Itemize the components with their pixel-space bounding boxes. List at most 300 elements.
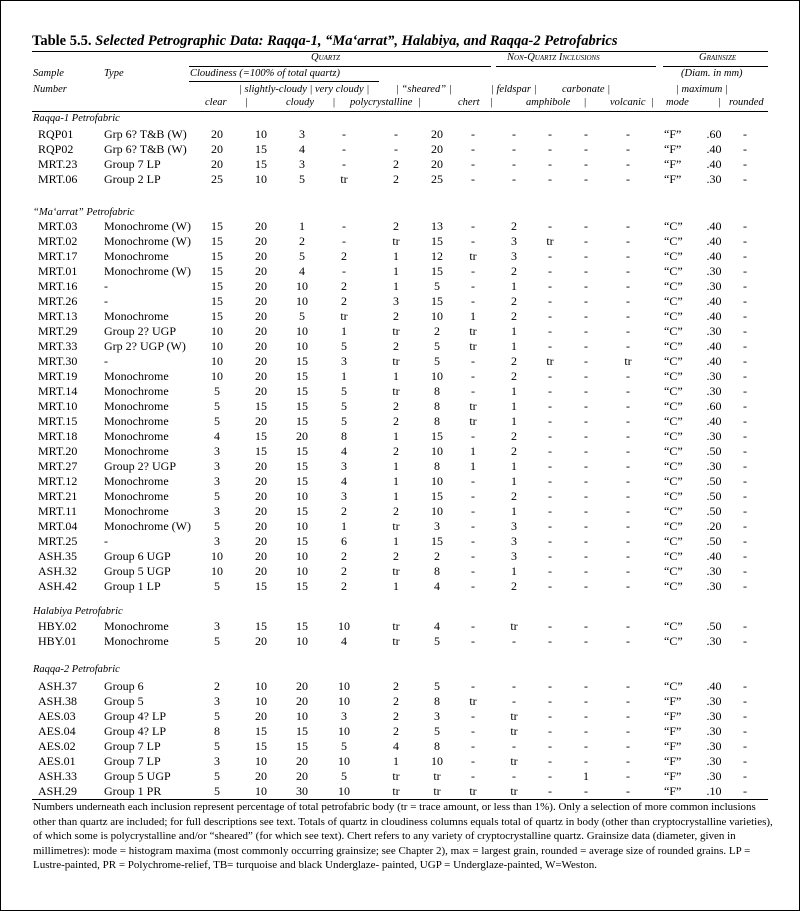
table-row	[0, 309, 800, 323]
cell-cloudy: 10	[296, 564, 308, 578]
cell-volcanic: -	[626, 519, 630, 533]
cell-type: Monochrome (W)	[104, 519, 191, 533]
group-heading: Raqqa-2 Petrofabric	[33, 664, 120, 675]
table-title	[32, 33, 618, 50]
cell-sample-number: ASH.35	[38, 549, 78, 563]
header-feldspar: | feldspar |	[491, 84, 537, 95]
cell-chert: -	[471, 579, 475, 593]
cell-sheared: 10	[431, 369, 443, 383]
table-row	[0, 474, 800, 488]
table-row	[0, 142, 800, 156]
cell-carbonate: -	[584, 504, 588, 518]
cell-maximum: .50	[706, 534, 722, 548]
cell-amphibole: tr	[546, 234, 554, 248]
cell-chert: -	[471, 354, 475, 368]
cell-clear: 5	[214, 399, 220, 413]
cell-amphibole: -	[548, 504, 552, 518]
cell-sample-number: HBY.02	[38, 619, 77, 633]
cell-sheared: 15	[431, 264, 443, 278]
cell-slightly-cloudy: 15	[255, 619, 267, 633]
cell-maximum: .30	[706, 579, 722, 593]
cell-chert: -	[471, 369, 475, 383]
cell-feldspar: 1	[511, 324, 517, 338]
cell-cloudy: 10	[296, 549, 308, 563]
cell-maximum: .50	[706, 444, 722, 458]
cell-sample-number: AES.04	[38, 724, 76, 738]
cell-amphibole: -	[548, 784, 552, 798]
cell-chert: tr	[469, 324, 477, 338]
cell-rounded: -	[743, 679, 747, 693]
cell-polycrystalline: 1	[393, 754, 399, 768]
cell-clear: 5	[214, 489, 220, 503]
cell-rounded: -	[743, 519, 747, 533]
table-row	[0, 429, 800, 443]
cell-very-cloudy: 10	[338, 754, 350, 768]
cell-volcanic: -	[626, 784, 630, 798]
cell-mode: “C”	[664, 444, 683, 458]
cell-cloudy: 5	[299, 309, 305, 323]
cell-sheared: 20	[431, 127, 443, 141]
cell-sheared: 8	[434, 384, 440, 398]
cell-slightly-cloudy: 20	[255, 309, 267, 323]
cell-rounded: -	[743, 739, 747, 753]
cell-clear: 5	[214, 384, 220, 398]
cell-chert: -	[471, 739, 475, 753]
cell-type: -	[104, 354, 108, 368]
cell-sheared: 20	[431, 157, 443, 171]
cell-slightly-cloudy: 15	[255, 399, 267, 413]
cell-sample-number: MRT.13	[38, 309, 78, 323]
cell-volcanic: -	[626, 739, 630, 753]
cell-polycrystalline: 1	[393, 534, 399, 548]
cell-very-cloudy: -	[342, 142, 346, 156]
cell-clear: 10	[211, 324, 223, 338]
cell-sheared: 10	[431, 309, 443, 323]
cell-cloudy: 15	[296, 444, 308, 458]
cell-carbonate: -	[584, 354, 588, 368]
cell-chert: -	[471, 127, 475, 141]
cell-very-cloudy: 3	[341, 459, 347, 473]
table-row	[0, 459, 800, 473]
group-heading: Raqqa-1 Petrofabric	[33, 113, 120, 124]
cell-type: Group 6	[104, 679, 144, 693]
cell-polycrystalline: tr	[392, 519, 400, 533]
cell-mode: “C”	[664, 309, 683, 323]
cell-clear: 15	[211, 279, 223, 293]
cell-cloudy: 15	[296, 619, 308, 633]
cell-rounded: -	[743, 309, 747, 323]
cell-mode: “F”	[664, 784, 682, 798]
cell-chert: -	[471, 234, 475, 248]
cell-sheared: tr	[433, 784, 441, 798]
cell-rounded: -	[743, 339, 747, 353]
cell-sheared: 25	[431, 172, 443, 186]
cell-rounded: -	[743, 354, 747, 368]
cell-very-cloudy: 2	[341, 549, 347, 563]
cell-very-cloudy: 10	[338, 694, 350, 708]
cell-polycrystalline: tr	[392, 769, 400, 783]
cell-very-cloudy: -	[342, 127, 346, 141]
cell-clear: 5	[214, 739, 220, 753]
cell-sheared: 5	[434, 679, 440, 693]
cell-feldspar: 1	[511, 339, 517, 353]
cell-feldspar: 2	[511, 309, 517, 323]
cell-mode: “C”	[664, 489, 683, 503]
cell-volcanic: -	[626, 634, 630, 648]
cell-rounded: -	[743, 172, 747, 186]
cell-chert: tr	[469, 249, 477, 263]
cell-slightly-cloudy: 20	[255, 384, 267, 398]
cell-sample-number: MRT.27	[38, 459, 78, 473]
cell-volcanic: -	[626, 399, 630, 413]
cell-amphibole: -	[548, 142, 552, 156]
cell-chert: -	[471, 384, 475, 398]
cell-sheared: 8	[434, 399, 440, 413]
cell-carbonate: -	[584, 519, 588, 533]
cell-mode: “C”	[664, 384, 683, 398]
cell-amphibole: -	[548, 769, 552, 783]
cell-polycrystalline: 1	[393, 489, 399, 503]
cell-carbonate: -	[584, 172, 588, 186]
cell-clear: 5	[214, 709, 220, 723]
cell-very-cloudy: 2	[341, 564, 347, 578]
cell-rounded: -	[743, 709, 747, 723]
cell-volcanic: -	[626, 579, 630, 593]
cell-volcanic: -	[626, 339, 630, 353]
cell-rounded: -	[743, 754, 747, 768]
cell-carbonate: -	[584, 739, 588, 753]
cell-chert: -	[471, 634, 475, 648]
cell-feldspar: 2	[511, 489, 517, 503]
cell-sample-number: MRT.25	[38, 534, 78, 548]
cell-carbonate: -	[584, 219, 588, 233]
cell-maximum: .30	[706, 384, 722, 398]
cell-maximum: .50	[706, 619, 722, 633]
cell-amphibole: -	[548, 369, 552, 383]
cell-volcanic: -	[626, 679, 630, 693]
cell-carbonate: -	[584, 724, 588, 738]
cell-clear: 5	[214, 519, 220, 533]
cell-volcanic: -	[626, 234, 630, 248]
cell-sample-number: MRT.10	[38, 399, 78, 413]
cell-type: Monochrome	[104, 309, 169, 323]
cell-mode: “C”	[664, 354, 683, 368]
cell-very-cloudy: 10	[338, 679, 350, 693]
cell-type: Monochrome	[104, 504, 169, 518]
table-row	[0, 414, 800, 428]
cell-chert: tr	[469, 694, 477, 708]
header-cloudiness: Cloudiness (=100% of total quartz)	[190, 68, 341, 79]
cell-slightly-cloudy: 20	[255, 519, 267, 533]
cell-amphibole: -	[548, 127, 552, 141]
cell-slightly-cloudy: 20	[255, 219, 267, 233]
cell-carbonate: -	[584, 474, 588, 488]
cell-slightly-cloudy: 10	[255, 754, 267, 768]
cell-very-cloudy: -	[342, 219, 346, 233]
cell-chert: -	[471, 294, 475, 308]
cell-type: Group 2? UGP	[104, 459, 176, 473]
cell-mode: “F”	[664, 142, 682, 156]
cell-sample-number: MRT.02	[38, 234, 78, 248]
cell-carbonate: -	[584, 309, 588, 323]
cell-very-cloudy: 2	[341, 504, 347, 518]
cell-slightly-cloudy: 20	[255, 354, 267, 368]
cell-mode: “F”	[664, 694, 682, 708]
cell-amphibole: -	[548, 264, 552, 278]
cell-clear: 15	[211, 264, 223, 278]
cell-rounded: -	[743, 234, 747, 248]
cell-clear: 5	[214, 784, 220, 798]
table-row	[0, 679, 800, 693]
cell-amphibole: -	[548, 634, 552, 648]
cell-clear: 5	[214, 414, 220, 428]
cell-rounded: -	[743, 769, 747, 783]
header-sample: Sample	[33, 68, 64, 79]
cell-clear: 10	[211, 564, 223, 578]
cell-sheared: 5	[434, 279, 440, 293]
cell-type: Monochrome	[104, 634, 169, 648]
cell-mode: “C”	[664, 294, 683, 308]
table-row	[0, 127, 800, 141]
cell-amphibole: -	[548, 564, 552, 578]
cell-clear: 5	[214, 579, 220, 593]
header-amphibole: amphibole |	[526, 97, 587, 108]
cell-type: Group 7 LP	[104, 739, 161, 753]
cell-mode: “F”	[664, 739, 682, 753]
cell-maximum: .40	[706, 414, 722, 428]
cell-very-cloudy: 10	[338, 724, 350, 738]
cell-sheared: 13	[431, 219, 443, 233]
cell-clear: 10	[211, 354, 223, 368]
cell-type: Group 6 UGP	[104, 549, 171, 563]
cell-maximum: .30	[706, 709, 722, 723]
cell-volcanic: -	[626, 489, 630, 503]
cell-polycrystalline: 2	[393, 694, 399, 708]
cell-mode: “F”	[664, 724, 682, 738]
cell-maximum: .40	[706, 157, 722, 171]
cell-carbonate: -	[584, 534, 588, 548]
cell-rounded: -	[743, 489, 747, 503]
cell-feldspar: -	[512, 769, 516, 783]
cell-slightly-cloudy: 15	[255, 724, 267, 738]
cell-cloudy: 10	[296, 279, 308, 293]
table-row	[0, 354, 800, 368]
cell-amphibole: -	[548, 579, 552, 593]
cell-type: Monochrome	[104, 474, 169, 488]
cell-feldspar: 1	[511, 399, 517, 413]
cell-type: Group 2 LP	[104, 172, 161, 186]
cell-polycrystalline: tr	[392, 634, 400, 648]
cell-type: Monochrome	[104, 619, 169, 633]
cell-clear: 10	[211, 549, 223, 563]
table-row	[0, 294, 800, 308]
quartz-underline	[189, 66, 491, 67]
cell-feldspar: tr	[510, 784, 518, 798]
cell-slightly-cloudy: 20	[255, 534, 267, 548]
cell-cloudy: 10	[296, 519, 308, 533]
cell-cloudy: 10	[296, 294, 308, 308]
cell-volcanic: -	[626, 219, 630, 233]
table-row	[0, 264, 800, 278]
cell-sample-number: ASH.29	[38, 784, 78, 798]
cell-amphibole: -	[548, 249, 552, 263]
cell-amphibole: -	[548, 294, 552, 308]
cell-polycrystalline: 2	[393, 414, 399, 428]
cell-sample-number: MRT.26	[38, 294, 78, 308]
cell-slightly-cloudy: 10	[255, 694, 267, 708]
cell-maximum: .40	[706, 354, 722, 368]
cell-cloudy: 15	[296, 354, 308, 368]
cell-slightly-cloudy: 20	[255, 769, 267, 783]
cell-maximum: .40	[706, 679, 722, 693]
cell-cloudy: 15	[296, 534, 308, 548]
cell-volcanic: -	[626, 564, 630, 578]
cell-polycrystalline: 1	[393, 429, 399, 443]
cell-polycrystalline: 3	[393, 294, 399, 308]
cell-very-cloudy: 5	[341, 739, 347, 753]
cell-polycrystalline: 2	[393, 157, 399, 171]
cell-carbonate: -	[584, 709, 588, 723]
cell-chert: -	[471, 504, 475, 518]
cell-polycrystalline: 2	[393, 219, 399, 233]
cell-carbonate: -	[584, 459, 588, 473]
cell-sample-number: ASH.32	[38, 564, 78, 578]
cell-clear: 15	[211, 219, 223, 233]
cell-sheared: 10	[431, 504, 443, 518]
cell-chert: -	[471, 549, 475, 563]
header-type: Type	[104, 68, 124, 79]
non-quartz-underline	[496, 66, 656, 67]
cell-polycrystalline: 1	[393, 369, 399, 383]
cell-amphibole: -	[548, 549, 552, 563]
cell-cloudy: 20	[296, 429, 308, 443]
cell-polycrystalline: 2	[393, 504, 399, 518]
cell-mode: “C”	[664, 579, 683, 593]
cell-type: Grp 2? UGP (W)	[104, 339, 186, 353]
cell-sample-number: MRT.18	[38, 429, 78, 443]
header-cloudy: cloudy |	[286, 97, 336, 108]
cell-cloudy: 2	[299, 234, 305, 248]
cell-polycrystalline: tr	[392, 324, 400, 338]
group-heading: “Ma‘arrat” Petrofabric	[33, 207, 135, 218]
cell-cloudy: 10	[296, 339, 308, 353]
cell-polycrystalline: tr	[392, 784, 400, 798]
cell-rounded: -	[743, 414, 747, 428]
cell-carbonate: -	[584, 489, 588, 503]
cell-rounded: -	[743, 142, 747, 156]
cell-maximum: .30	[706, 172, 722, 186]
cell-cloudy: 20	[296, 769, 308, 783]
cell-mode: “C”	[664, 339, 683, 353]
cell-very-cloudy: tr	[340, 309, 348, 323]
cell-mode: “C”	[664, 279, 683, 293]
cell-sample-number: MRT.19	[38, 369, 78, 383]
cell-polycrystalline: tr	[392, 384, 400, 398]
cell-sheared: 3	[434, 709, 440, 723]
cell-very-cloudy: 10	[338, 784, 350, 798]
cell-mode: “C”	[664, 519, 683, 533]
cell-clear: 3	[214, 504, 220, 518]
table-row	[0, 339, 800, 353]
cell-slightly-cloudy: 20	[255, 324, 267, 338]
cell-clear: 3	[214, 694, 220, 708]
cell-feldspar: -	[512, 157, 516, 171]
table-row	[0, 219, 800, 233]
header-polycrystalline: polycrystalline |	[350, 97, 421, 108]
cell-mode: “C”	[664, 234, 683, 248]
cell-very-cloudy: 4	[341, 634, 347, 648]
cell-carbonate: -	[584, 549, 588, 563]
cell-mode: “C”	[664, 399, 683, 413]
cell-polycrystalline: 2	[393, 172, 399, 186]
table-row	[0, 769, 800, 783]
cell-amphibole: -	[548, 754, 552, 768]
cell-sheared: 10	[431, 444, 443, 458]
cell-rounded: -	[743, 399, 747, 413]
cell-slightly-cloudy: 15	[255, 444, 267, 458]
cell-feldspar: 1	[511, 414, 517, 428]
cell-amphibole: -	[548, 324, 552, 338]
cell-maximum: .40	[706, 339, 722, 353]
cell-polycrystalline: tr	[392, 619, 400, 633]
group-heading: Halabiya Petrofabric	[33, 606, 123, 617]
cell-sample-number: MRT.14	[38, 384, 78, 398]
table-row	[0, 579, 800, 593]
cell-amphibole: -	[548, 219, 552, 233]
cell-maximum: .10	[706, 784, 722, 798]
cell-slightly-cloudy: 15	[255, 579, 267, 593]
cell-volcanic: -	[626, 294, 630, 308]
cell-amphibole: -	[548, 429, 552, 443]
cell-polycrystalline: 1	[393, 459, 399, 473]
cell-mode: “C”	[664, 634, 683, 648]
cell-maximum: .30	[706, 279, 722, 293]
cell-type: Group 4? LP	[104, 709, 166, 723]
cell-type: Monochrome	[104, 489, 169, 503]
cell-slightly-cloudy: 10	[255, 784, 267, 798]
cell-chert: -	[471, 489, 475, 503]
cell-type: Group 7 LP	[104, 754, 161, 768]
cell-sample-number: MRT.06	[38, 172, 78, 186]
table-row	[0, 399, 800, 413]
cell-feldspar: -	[512, 739, 516, 753]
cell-chert: tr	[469, 399, 477, 413]
cell-mode: “C”	[664, 249, 683, 263]
cell-volcanic: -	[626, 754, 630, 768]
cell-carbonate: -	[584, 784, 588, 798]
cell-amphibole: -	[548, 279, 552, 293]
cell-carbonate: -	[584, 619, 588, 633]
cell-very-cloudy: tr	[340, 172, 348, 186]
cell-slightly-cloudy: 10	[255, 172, 267, 186]
cell-slightly-cloudy: 20	[255, 339, 267, 353]
cell-clear: 3	[214, 534, 220, 548]
cell-mode: “F”	[664, 157, 682, 171]
cell-very-cloudy: -	[342, 234, 346, 248]
cell-cloudy: 20	[296, 694, 308, 708]
cell-clear: 3	[214, 459, 220, 473]
cell-volcanic: -	[626, 769, 630, 783]
cell-clear: 8	[214, 724, 220, 738]
cell-slightly-cloudy: 20	[255, 564, 267, 578]
cell-very-cloudy: 1	[341, 519, 347, 533]
cell-carbonate: -	[584, 279, 588, 293]
cell-slightly-cloudy: 20	[255, 414, 267, 428]
cell-clear: 15	[211, 249, 223, 263]
cell-type: Group 5 UGP	[104, 564, 171, 578]
cell-sample-number: MRT.16	[38, 279, 78, 293]
cell-sheared: 8	[434, 564, 440, 578]
